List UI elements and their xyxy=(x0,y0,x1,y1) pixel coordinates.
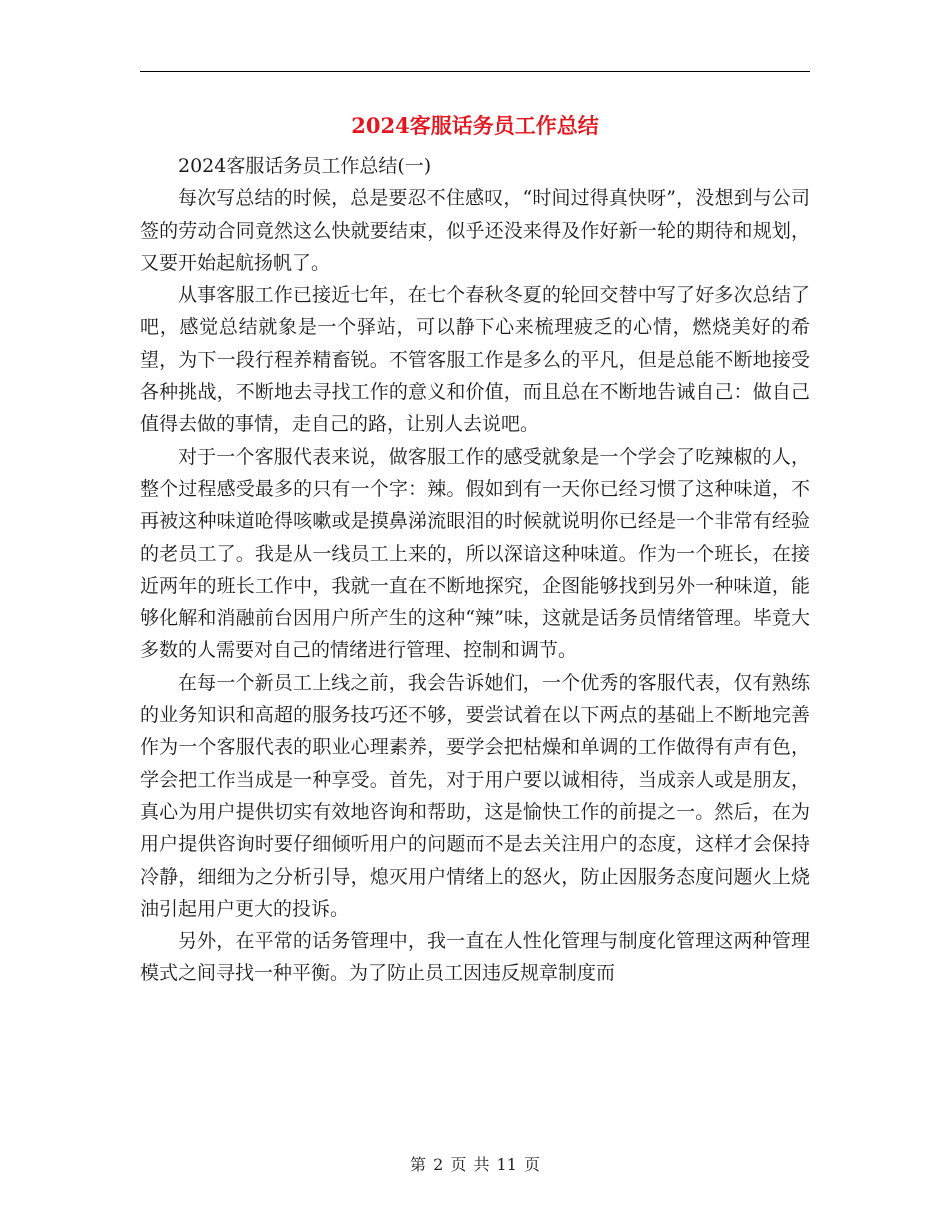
page-number: 第 2 页 共 11 页 xyxy=(410,1155,540,1174)
paragraph: 对于一个客服代表来说，做客服工作的感受就象是一个学会了吃辣椒的人，整个过程感受最多的只有一个字：辣。假如到有一天你已经习惯了这种味道，不再被这种味道呛得咳嗽或是摸鼻涕流眼泪的时候就说明你已经是一个非常有经验的老员工了。我是从一线员工上来的，所以深谙这种味道。作为一个班长，在接近两年的班长工作中，我就一直在不断地探究，企图能够找到另外一种味道，能够化解和消融前台因用户所产生的这种“辣”味，这就是话务员情绪管理。毕竟大多数的人需要对自己的情绪进行管理、控制和调节。 xyxy=(140,445,810,662)
paragraph: 从事客服工作已接近七年，在七个春秋冬夏的轮回交替中写了好多次总结了吧，感觉总结就象是一个驿站，可以静下心来梳理疲乏的心情，燃烧美好的希望，为下一段行程养精畜锐。不管客服工作是多么的平凡，但是总能不断地接受各种挑战，不断地去寻找工作的意义和价值，而且总在不断地告诫自己：做自己值得去做的事情，走自己的路，让别人去说吧。 xyxy=(140,284,810,436)
section-heading: 2024客服话务员工作总结(一) xyxy=(178,155,432,177)
paragraph: 每次写总结的时候，总是要忍不住感叹，“时间过得真快呀”，没想到与公司签的劳动合同竟然这么快就要结束，似乎还没来得及作好新一轮的期待和规划，又要开始起航扬帆了。 xyxy=(140,187,810,274)
paragraph: 另外，在平常的话务管理中，我一直在人性化管理与制度化管理这两种管理模式之间寻找一种平衡。为了防止员工因违反规章制度而 xyxy=(140,930,810,985)
header-rule xyxy=(140,71,810,72)
paragraph: 在每一个新员工上线之前，我会告诉她们，一个优秀的客服代表，仅有熟练的业务知识和高超的服务技巧还不够，要尝试着在以下两点的基础上不断地完善作为一个客服代表的职业心理素养，要学会把枯燥和单调的工作做得有声有色，学会把工作当成是一种享受。首先，对于用户要以诚相待，当成亲人或是朋友，真心为用户提供切实有效地咨询和帮助，这是愉快工作的前提之一。然后，在为用户提供咨询时要仔细倾听用户的问题而不是去关注用户的态度，这样才会保持冷静，细细为之分析引导，熄灭用户情绪上的怒火，防止因服务态度问题火上烧油引起用户更大的投诉。 xyxy=(140,671,810,920)
document-title: 2024客服话务员工作总结 xyxy=(351,113,599,138)
document-body xyxy=(140,150,810,990)
